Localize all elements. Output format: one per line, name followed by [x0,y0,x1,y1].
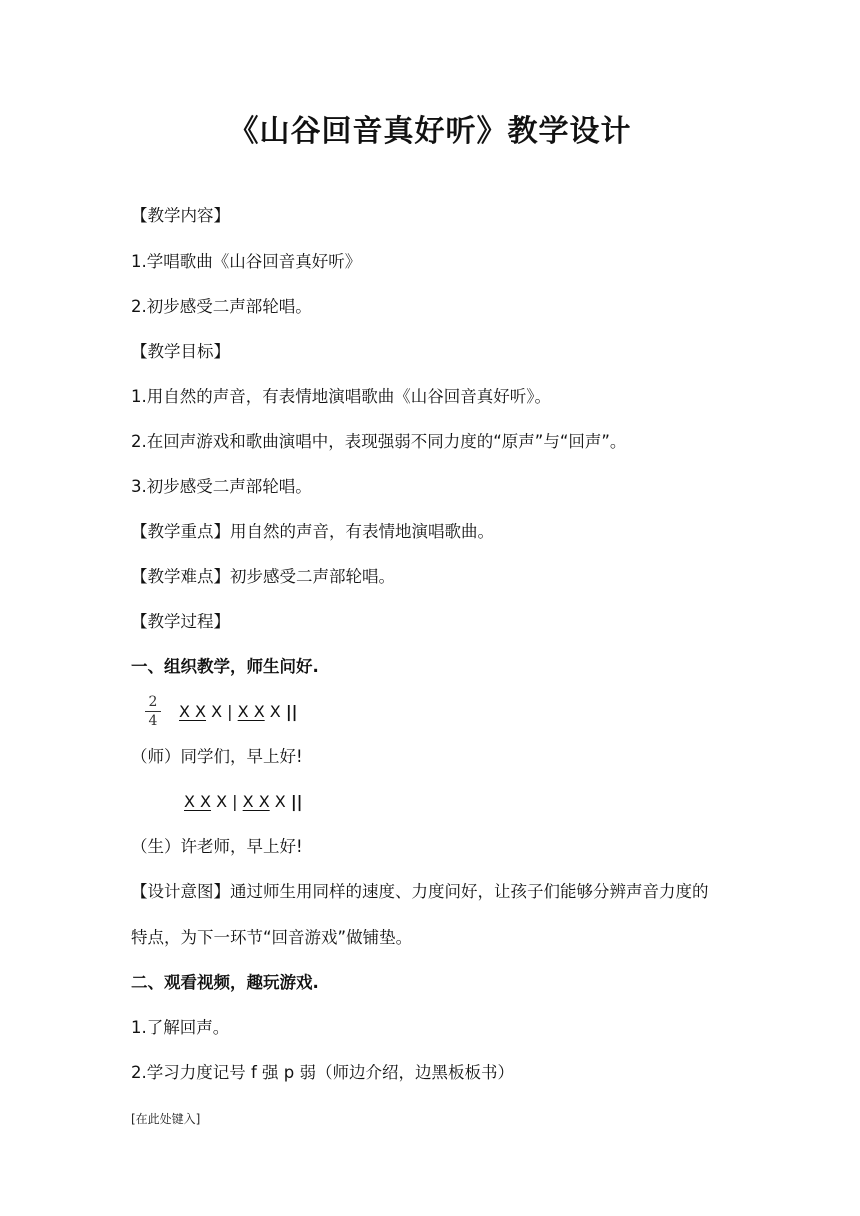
time-signature [143,694,163,729]
design-intent-line-2: 特点，为下一环节“回音游戏”做铺垫。 [131,928,413,947]
rhythm-eighth-pair: X X [237,702,265,721]
rhythm-final-barline: || [285,702,298,721]
step2-item-2: 2.学习力度记号 f 强 p 弱（师边介绍，边黑板板书） [131,1063,515,1082]
content-item-2: 2.初步感受二声部轮唱。 [131,297,312,316]
rhythm-eighth-pair: X X [179,702,207,721]
student-greeting: （生）许老师，早上好! [131,837,303,856]
goal-item-3: 3.初步感受二声部轮唱。 [131,477,312,496]
step2-item-1: 1.了解回声。 [131,1018,230,1037]
rhythm-final-barline: || [290,792,303,811]
section-heading-process: 【教学过程】 [131,612,230,631]
footer-placeholder[interactable]: [在此处键入] [131,1112,201,1126]
goal-item-1: 1.用自然的声音，有表情地演唱歌曲《山谷回音真好听》。 [131,387,551,406]
time-signature-numerator: 2 [148,694,158,710]
step-heading-1: 一、组织教学，师生问好. [131,657,319,676]
section-heading-content: 【教学内容】 [131,206,230,225]
rhythm-quarter: X [274,792,286,811]
rhythm-eighth-pair: X X [184,792,212,811]
rhythm-barline: | [232,792,238,811]
teacher-greeting: （师）同学们，早上好! [131,747,303,766]
step-heading-2: 二、观看视频，趣玩游戏. [131,973,319,992]
time-signature-denominator: 4 [148,713,158,729]
rhythm-quarter: X [269,702,281,721]
rhythm-quarter: X [211,702,223,721]
content-item-1: 1.学唱歌曲《山谷回音真好听》 [131,252,362,271]
key-point: 【教学重点】用自然的声音，有表情地演唱歌曲。 [131,522,494,541]
design-intent-line-1: 【设计意图】通过师生用同样的速度、力度问好，让孩子们能够分辨声音力度的 [131,882,709,901]
rhythm-line-teacher [179,702,298,722]
rhythm-eighth-pair: X X [242,792,270,811]
goal-item-2: 2.在回声游戏和歌曲演唱中，表现强弱不同力度的“原声”与“回声”。 [131,432,627,451]
document-title: 《山谷回音真好听》教学设计 [228,114,632,149]
section-heading-goals: 【教学目标】 [131,342,230,361]
fraction-bar [145,711,161,712]
rhythm-line-student [184,792,303,812]
rhythm-barline: | [227,702,233,721]
difficult-point: 【教学难点】初步感受二声部轮唱。 [131,567,395,586]
rhythm-quarter: X [216,792,228,811]
